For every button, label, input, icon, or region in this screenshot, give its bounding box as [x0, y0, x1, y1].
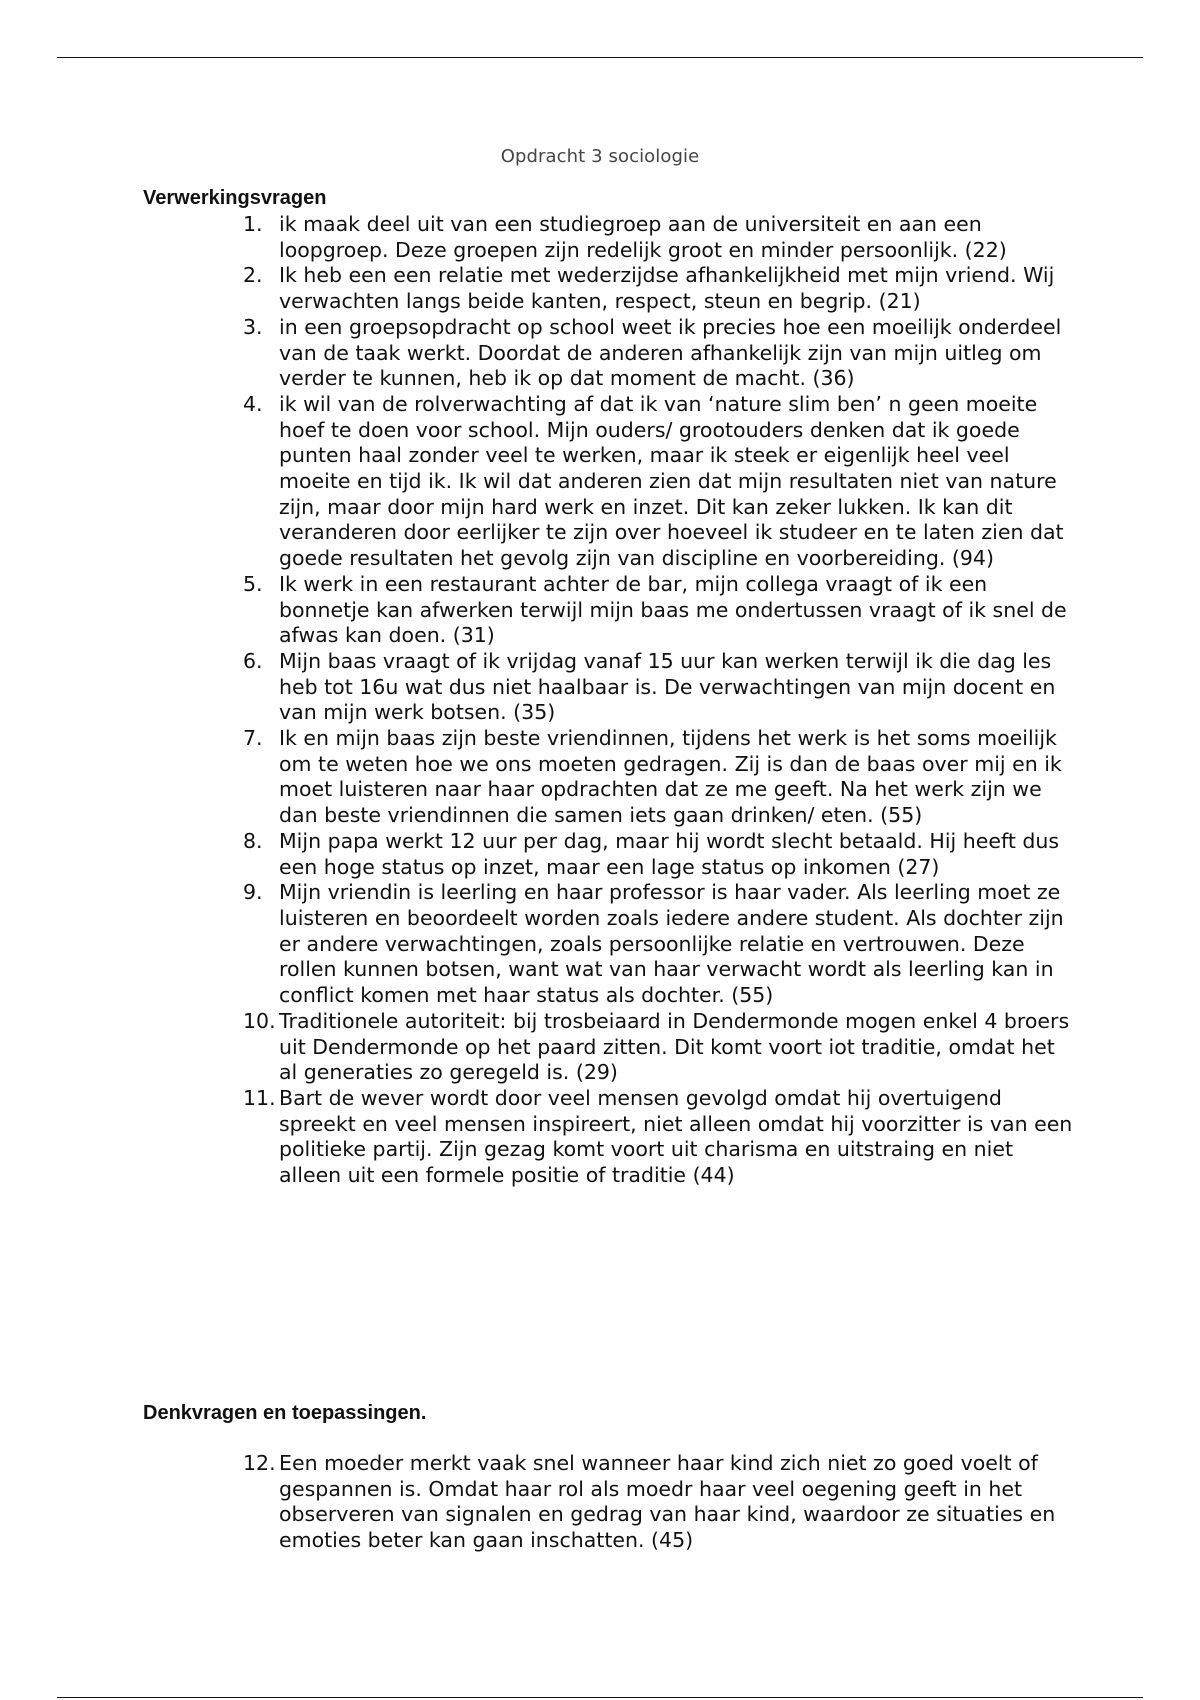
list-item [243, 315, 1073, 392]
question-list-verwerkingsvragen [243, 212, 1073, 1189]
top-rule [57, 57, 1143, 58]
list-item [243, 1009, 1073, 1086]
list-item [243, 649, 1073, 726]
question-list-denkvragen [243, 1451, 1073, 1554]
list-item [243, 392, 1073, 572]
item-text: Traditionele autoriteit: bij trosbeiaard in Dendermonde mogen enkel 4 broers uit Dendermonde op het paard zitten. Dit komt voort iot traditie, omdat het al generaties zo geregeld is. (29) [279, 1008, 1070, 1085]
item-text: Ik heb een een relatie met wederzijdse afhankelijkheid met mijn vriend. Wij verwachten langs beide kanten, respect, steun en begrip. (21) [279, 263, 1055, 314]
bottom-rule [57, 1697, 1143, 1698]
item-number: 10. [243, 1008, 276, 1033]
item-number: 1. [243, 212, 263, 236]
item-text: Mijn vriendin is leerling en haar professor is haar vader. Als leerling moet ze luisteren en beoordeelt worden zoals iedere andere student. Als dochter zijn er andere verwachtingen, zoals persoonlijke relatie en vertrouwen. Deze rollen kunnen botsen, want wat van haar verwacht wordt als leerling kan in conflict komen met haar status als dochter. (55) [279, 880, 1064, 1008]
section-heading-denkvragen: Denkvragen en toepassingen. [143, 1402, 427, 1424]
document-title: Opdracht 3 sociologie [500, 146, 700, 167]
item-number: 5. [243, 571, 263, 596]
item-number: 11. [243, 1085, 276, 1110]
list-item [243, 726, 1073, 829]
item-text: in een groepsopdracht op school weet ik precies hoe een moeilijk onderdeel van de taak werkt. Doordat de anderen afhankelijk zijn van mijn uitleg om verder te kunnen, heb ik op dat moment de macht. (36) [279, 314, 1062, 391]
list-item [243, 1086, 1073, 1189]
section-heading-verwerkingsvragen: Verwerkingsvragen [143, 187, 327, 209]
item-number: 6. [243, 648, 263, 673]
item-number: 3. [243, 314, 263, 339]
item-text: Ik werk in een restaurant achter de bar, mijn collega vraagt of ik een bonnetje kan afwerken terwijl mijn baas me ondertussen vraagt of ik snel de afwas kan doen. (31) [279, 571, 1067, 648]
list-item [243, 880, 1073, 1009]
list-item [243, 212, 1073, 263]
item-text: ik wil van de rolverwachting af dat ik van ‘nature slim ben’ n geen moeite hoef te doen voor school. Mijn ouders/ grootouders denken dat ik goede punten haal zonder veel te werken, maar ik steek er eigenlijk heel veel moeite en tijd ik. Ik wil dat anderen zien dat mijn resultaten niet van nature zijn, maar door mijn hard werk en inzet. Dit kan zeker lukken. Ik kan dit veranderen door eerlijker te zijn over hoeveel ik studeer en te laten zien dat goede resultaten het gevolg zijn van discipline en voorbereiding. (94) [279, 391, 1064, 571]
item-number: 9. [243, 880, 263, 905]
item-text: Mijn papa werkt 12 uur per dag, maar hij wordt slecht betaald. Hij heeft dus een hoge status op inzet, maar een lage status op inkomen (27) [279, 828, 1060, 879]
item-number: 4. [243, 391, 263, 416]
item-text: Mijn baas vraagt of ik vrijdag vanaf 15 uur kan werken terwijl ik die dag les heb tot 16u wat dus niet haalbaar is. De verwachtingen van mijn docent en van mijn werk botsen. (35) [279, 648, 1056, 725]
item-text: Ik en mijn baas zijn beste vriendinnen, tijdens het werk is het soms moeilijk om te weten hoe we ons moeten gedragen. Zij is dan de baas over mij en ik moet luisteren naar haar opdrachten dat ze me geeft. Na het werk zijn we dan beste vriendinnen die samen iets gaan drinken/ eten. (55) [279, 726, 1062, 828]
item-number: 7. [243, 726, 263, 751]
item-number: 2. [243, 263, 263, 288]
list-item [243, 829, 1073, 880]
list-item [243, 572, 1073, 649]
item-text: ik maak deel uit van een studiegroep aan de universiteit en aan een loopgroep. Deze groepen zijn redelijk groot en minder persoonlijk. (22) [279, 212, 1007, 262]
list-item [243, 263, 1073, 314]
item-number: 8. [243, 828, 263, 853]
item-text: Een moeder merkt vaak snel wanneer haar kind zich niet zo goed voelt of gespannen is. Omdat haar rol als moedr haar veel oegening geeft in het observeren van signalen en gedrag van haar kind, waardoor ze situaties en emoties beter kan gaan inschatten. (45) [279, 1451, 1056, 1553]
item-number: 12. [243, 1451, 276, 1475]
item-text: Bart de wever wordt door veel mensen gevolgd omdat hij overtuigend spreekt en veel mensen inspireert, niet alleen omdat hij voorzitter is van een politieke partij. Zijn gezag komt voort uit charisma en uitstraing en niet alleen uit een formele positie of traditie (44) [279, 1085, 1073, 1188]
list-item [243, 1451, 1073, 1554]
